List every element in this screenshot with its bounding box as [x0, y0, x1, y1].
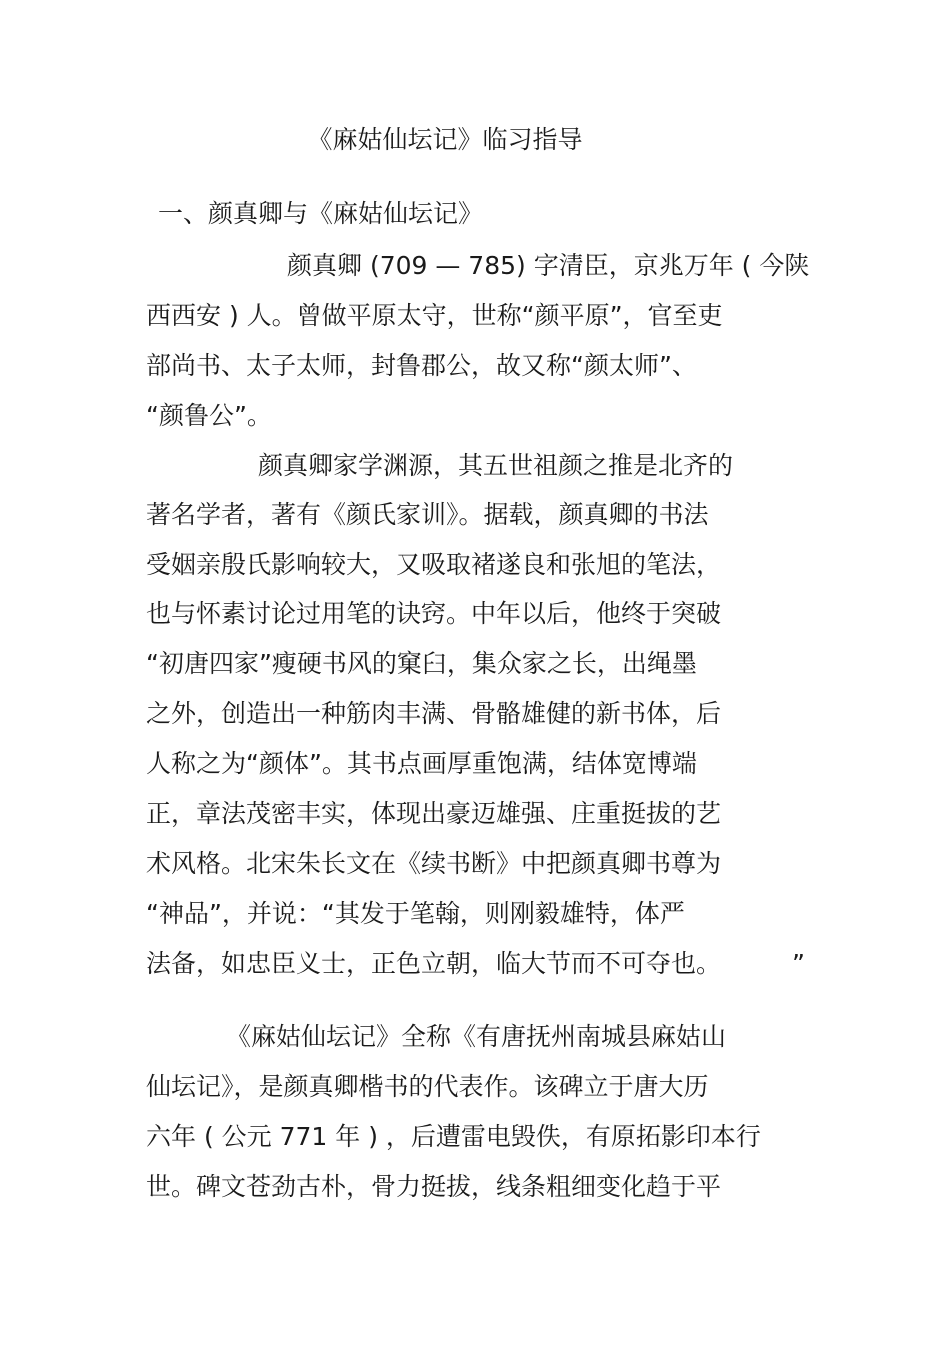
paragraph-2-line: 人称之为“颜体”。其书点画厚重饱满，结体宽博端 — [146, 749, 697, 778]
paragraph-2-line: 受姻亲殷氏影响较大，又吸取褚遂良和张旭的笔法， — [146, 550, 722, 579]
paragraph-2-line: 著名学者，著有《颜氏家训》。据载，颜真卿的书法 — [146, 500, 709, 529]
section-heading: 一、颜真卿与《麻姑仙坛记》 — [158, 199, 484, 228]
paragraph-2-line: “神品”，并说：“其发于笔翰，则刚毅雄特，体严 — [146, 899, 685, 928]
paragraph-2-line: 之外，创造出一种筋肉丰满、骨骼雄健的新书体，后 — [146, 699, 722, 728]
paragraph-1-line: 西西安 ) 人。曾做平原太守，世称“颜平原”，官至吏 — [146, 301, 723, 330]
paragraph-3-line: 《麻姑仙坛记》全称《有唐抚州南城县麻姑山 — [226, 1022, 727, 1051]
paragraph-1-line: 部尚书、太子太师，封鲁郡公，故又称“颜太师”、 — [146, 351, 697, 380]
paragraph-1-line: “颜鲁公”。 — [146, 401, 272, 430]
paragraph-2-line: 颜真卿家学渊源，其五世祖颜之推是北齐的 — [258, 451, 734, 480]
paragraph-3-line: 仙坛记》，是颜真卿楷书的代表作。该碑立于唐大历 — [146, 1072, 709, 1101]
paragraph-3-line: 世。碑文苍劲古朴，骨力挺拔，线条粗细变化趋于平 — [146, 1172, 722, 1201]
closing-quote-mark: ” — [792, 949, 805, 978]
document-title: 《麻姑仙坛记》临习指导 — [307, 125, 583, 154]
paragraph-2-line: 正，章法茂密丰实，体现出豪迈雄强、庄重挺拔的艺 — [146, 799, 722, 828]
paragraph-3-line: 六年 ( 公元 771 年 ) ，后遭雷电毁佚，有原拓影印本行 — [146, 1122, 761, 1151]
paragraph-2-line: “初唐四家”瘦硬书风的窠臼，集众家之长，出绳墨 — [146, 649, 697, 678]
paragraph-1-line: 颜真卿 (709 — 785) 字清臣，京兆万年 ( 今陕 — [287, 251, 810, 280]
paragraph-2-line: 术风格。北宋朱长文在《续书断》中把颜真卿书尊为 — [146, 849, 722, 878]
paragraph-2-line: 也与怀素讨论过用笔的诀窍。中年以后，他终于突破 — [146, 599, 722, 628]
paragraph-2-line: 法备，如忠臣义士，正色立朝，临大节而不可夺也。 — [146, 949, 722, 978]
